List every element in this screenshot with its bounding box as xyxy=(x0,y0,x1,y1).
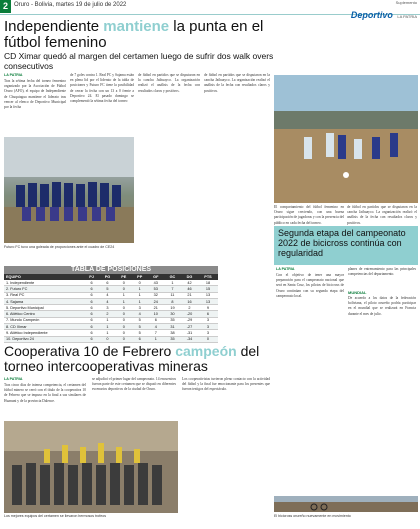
table-cell: 16 xyxy=(181,298,198,304)
table-cell: 5. Deportivo Municipal xyxy=(4,305,84,311)
article3-col2b: De acuerdo a los datos de la federación boliviana, el piloto orureño podría participar en el mundial que se realizará en Francia durante el mes de julio. xyxy=(348,296,416,316)
table-cell: 6 xyxy=(84,317,99,323)
table-cell: 1 xyxy=(116,298,132,304)
table-cell: 7. Mundo Campeón xyxy=(4,317,84,323)
table-cell: 11 xyxy=(164,292,181,298)
table-cell: -29 xyxy=(181,317,198,323)
table-cell: 21 xyxy=(181,292,198,298)
table-cell: 6 xyxy=(99,280,116,286)
table-cell: 0 xyxy=(116,324,132,330)
table-cell: 1 xyxy=(99,324,116,330)
table-cell: -34 xyxy=(181,336,198,342)
table-cell: 1 xyxy=(99,317,116,323)
table-cell: 3 xyxy=(132,305,148,311)
bicicross-photo-image xyxy=(274,496,418,512)
table-header-cell: PTS xyxy=(198,274,218,280)
table-cell: 4. Sajama xyxy=(4,298,84,304)
table-cell: 31 xyxy=(164,324,181,330)
table-cell: 10 xyxy=(148,311,164,317)
table-cell: 3 xyxy=(198,317,218,323)
table-cell: 2 xyxy=(99,311,116,317)
team-photo-caption: Futuro FC tuvo una goleada de proporciones ante el cuadro de CE24 xyxy=(4,245,115,249)
table-cell: 0 xyxy=(116,330,132,336)
team-photo-image xyxy=(4,137,134,243)
match-photo xyxy=(274,75,418,203)
table-cell: 3. Real PC xyxy=(4,292,84,298)
table-cell: 9. Atlético Independiente xyxy=(4,330,84,336)
table-header-cell: GC xyxy=(164,274,181,280)
table-cell: 43 xyxy=(148,280,164,286)
table-cell: 5 xyxy=(99,286,116,292)
table-cell: 0 xyxy=(116,317,132,323)
article1-col3: de fútbol en partidos que se disputaron en la cancha Jaihuayco. La organización realizó el análisis de la fecha con resultados claros y positivos. xyxy=(138,73,200,93)
table-cell: 19 xyxy=(164,305,181,311)
article1-subhead: CD Ximar quedó al margen del certamen luego de sufrir dos walk overs consecutivos xyxy=(4,51,274,71)
table-cell: 6. Atlético Centro xyxy=(4,311,84,317)
table-cell: 6 xyxy=(84,280,99,286)
headline-highlight: campeón xyxy=(175,343,237,359)
table-header-cell: DG xyxy=(181,274,198,280)
table-cell: 30 xyxy=(164,311,181,317)
table-cell: 1 xyxy=(132,286,148,292)
table-cell: 1. Independiente xyxy=(4,280,84,286)
article1-section: LA PATRIA xyxy=(4,73,23,77)
headline-highlight: mantiene xyxy=(103,18,170,35)
article2-col3: Los cooperativistas tuvieron pleno contacto con la actividad del fútbol y la final fue emocionante para los presentes que fueron testigos del espectáculo. xyxy=(182,377,270,392)
table-cell: 6 xyxy=(84,336,99,342)
table-cell: 4 xyxy=(99,292,116,298)
table-cell: 35 xyxy=(164,336,181,342)
dateline: Oruro - Bolivia, martes 19 de julio de 2022 xyxy=(14,2,127,8)
table-cell: -31 xyxy=(181,330,198,336)
table-cell: 10. Deportivo 24 xyxy=(4,336,84,342)
table-cell: 0 xyxy=(99,336,116,342)
table-cell: 6 xyxy=(132,336,148,342)
table-cell: 7 xyxy=(148,330,164,336)
article2-section: LA PATRIA xyxy=(4,377,23,381)
table-cell: 38 xyxy=(164,330,181,336)
table-cell: 4 xyxy=(132,311,148,317)
table-cell: 5 xyxy=(132,330,148,336)
table-cell: 3 xyxy=(99,305,116,311)
table-cell: 6 xyxy=(84,292,99,298)
table-body xyxy=(4,280,218,342)
table-cell: 46 xyxy=(181,286,198,292)
table-cell: 18 xyxy=(198,280,218,286)
article3-col1: Con el objetivo de tener una mayor preparación para el campeonato nacional que será en Santa Cruz, los pilotos de bicicross de Oruro continúan con su segunda etapa del campeonato local. xyxy=(276,273,344,298)
standings-table xyxy=(4,266,218,343)
table-header-cell: PE xyxy=(116,274,132,280)
page-number: 2 xyxy=(0,0,11,13)
table-cell: 35 xyxy=(164,317,181,323)
table-cell: 4 xyxy=(99,298,116,304)
table-title: TABLA DE POSICIONES xyxy=(4,266,218,274)
table-cell: 5 xyxy=(132,317,148,323)
brand-name: Deportivo xyxy=(350,10,393,20)
article2-headline: Cooperativa 10 de Febrero campeón del torneo intercooperativas mineras xyxy=(4,343,260,374)
table-cell: 7 xyxy=(164,286,181,292)
table-header-cell: EQUIPO xyxy=(4,274,84,280)
table-cell: 6 xyxy=(84,305,99,311)
table-cell: 6 xyxy=(84,311,99,317)
table-cell: 42 xyxy=(181,280,198,286)
table-cell: 0 xyxy=(116,336,132,342)
table-cell: 6 xyxy=(148,317,164,323)
brand-logo xyxy=(351,1,417,23)
article1-col5: de fútbol en partidos que se disputaron en la cancha Jaihuayco. La organización realizó el análisis de la fecha con resultados claros y positivos. xyxy=(347,205,417,225)
table-cell: 0 xyxy=(198,336,218,342)
match-photo-caption: El comportamiento del fútbol femenino en Oruro sigue creciendo, con una buena participación de jugadoras y con la presencia del público en cada fecha del torneo. xyxy=(274,205,344,225)
table-cell: 6 xyxy=(84,330,99,336)
table-cell: 6 xyxy=(84,286,99,292)
table-cell: 8. CD Ximar xyxy=(4,324,84,330)
table-cell: 1 xyxy=(164,280,181,286)
table-cell: 4 xyxy=(148,324,164,330)
table-header-cell: PP xyxy=(132,274,148,280)
table-cell: 2. Futuro FC xyxy=(4,286,84,292)
table-cell: 1 xyxy=(148,336,164,342)
article2-col2: se adjudicó el primer lugar del campeonato. 14 encuentros fueron parte de este certamen que se disputó en diferentes escenarios deportivos de la ciudad de Oruro. xyxy=(92,377,176,392)
article3-section: LA PATRIA xyxy=(276,267,295,271)
article1-headline: Independiente mantiene la punta en el fútbol femenino xyxy=(4,18,264,51)
table-row xyxy=(4,336,218,342)
article2-col1: Tras cinco días de intensa competencia, el certamen del fútbol minero se cerró con el título de la cooperativa 10 de Febrero que se impuso en la final a sus similares de Huanuni y de la provincia Dalence. xyxy=(4,383,86,403)
table-cell: 53 xyxy=(148,286,164,292)
table-cell: 0 xyxy=(116,305,132,311)
table-cell: -27 xyxy=(181,324,198,330)
table-cell: 5 xyxy=(132,324,148,330)
table-cell: 0 xyxy=(116,286,132,292)
table-cell: 24 xyxy=(148,298,164,304)
article3-subsection: MUNDIAL xyxy=(348,290,367,295)
table-cell: 6 xyxy=(84,324,99,330)
brand-supplement: Suplemento xyxy=(395,0,417,5)
trophy-photo xyxy=(4,421,178,513)
article1-col2: de 7 goles contra 1. Real PC y Sajama están en plena lid por el liderato de la tabla de posiciones y Futuro FC tiene la posibilidad de cerrar la fecha con un 13 a 0 frente a Deportivo 24. El pasado domingo se complementó la sétima fecha del torneo xyxy=(70,73,134,104)
bicicross-photo xyxy=(274,496,418,512)
article1-col4: de fútbol en partidos que se disputaron en la cancha Jaihuayco. La organización realizó el análisis de la fecha con resultados claros y positivos. xyxy=(204,73,270,93)
trophy-photo-image xyxy=(4,421,178,513)
match-photo-image xyxy=(274,75,418,203)
table-cell: 6 xyxy=(198,311,218,317)
article3-col2: planes de entrenamiento para las principales competencias del departamento. xyxy=(348,267,416,277)
article3-headline: Segunda etapa del campeonato 2022 de bicicross continúa con regularidad xyxy=(278,228,406,258)
table-cell: 8 xyxy=(164,298,181,304)
bicicross-photo-caption: El bicicross orureño nuevamente en movimiento xyxy=(274,514,351,518)
table-cell: 1 xyxy=(132,292,148,298)
table-cell: 0 xyxy=(116,280,132,286)
table-cell: 1 xyxy=(99,330,116,336)
brand-sub: LA PATRIA xyxy=(397,14,417,19)
table-cell: 15 xyxy=(198,286,218,292)
table-cell: 2 xyxy=(181,305,198,311)
table-cell: 0 xyxy=(132,280,148,286)
table-cell: 0 xyxy=(116,311,132,317)
table-cell: 13 xyxy=(198,292,218,298)
table-cell: 9 xyxy=(198,305,218,311)
table-header-cell: PJ xyxy=(84,274,99,280)
table-cell: 32 xyxy=(148,292,164,298)
article1-col1: Tras la sétima fecha del torneo femenino organizado por la Asociación de Fútbol Oruro (AFO), el equipo de Independiente de Chuquiagua mantiene el liderato tras vencer al elenco de Deportivo Municipal por la fecha xyxy=(4,79,66,110)
table-cell: 21 xyxy=(148,305,164,311)
table-cell: 6 xyxy=(84,298,99,304)
table-header-cell: PG xyxy=(99,274,116,280)
table-cell: 13 xyxy=(198,298,218,304)
table-cell: 3 xyxy=(198,330,218,336)
trophy-photo-caption: Los mejores equipos del certamen se llevaron hermosos trofeos xyxy=(4,514,107,518)
team-photo xyxy=(4,137,134,243)
table-header-cell: GF xyxy=(148,274,164,280)
table-cell: 3 xyxy=(198,324,218,330)
table-cell: 1 xyxy=(116,292,132,298)
table-cell: -20 xyxy=(181,311,198,317)
table-cell: 1 xyxy=(132,298,148,304)
